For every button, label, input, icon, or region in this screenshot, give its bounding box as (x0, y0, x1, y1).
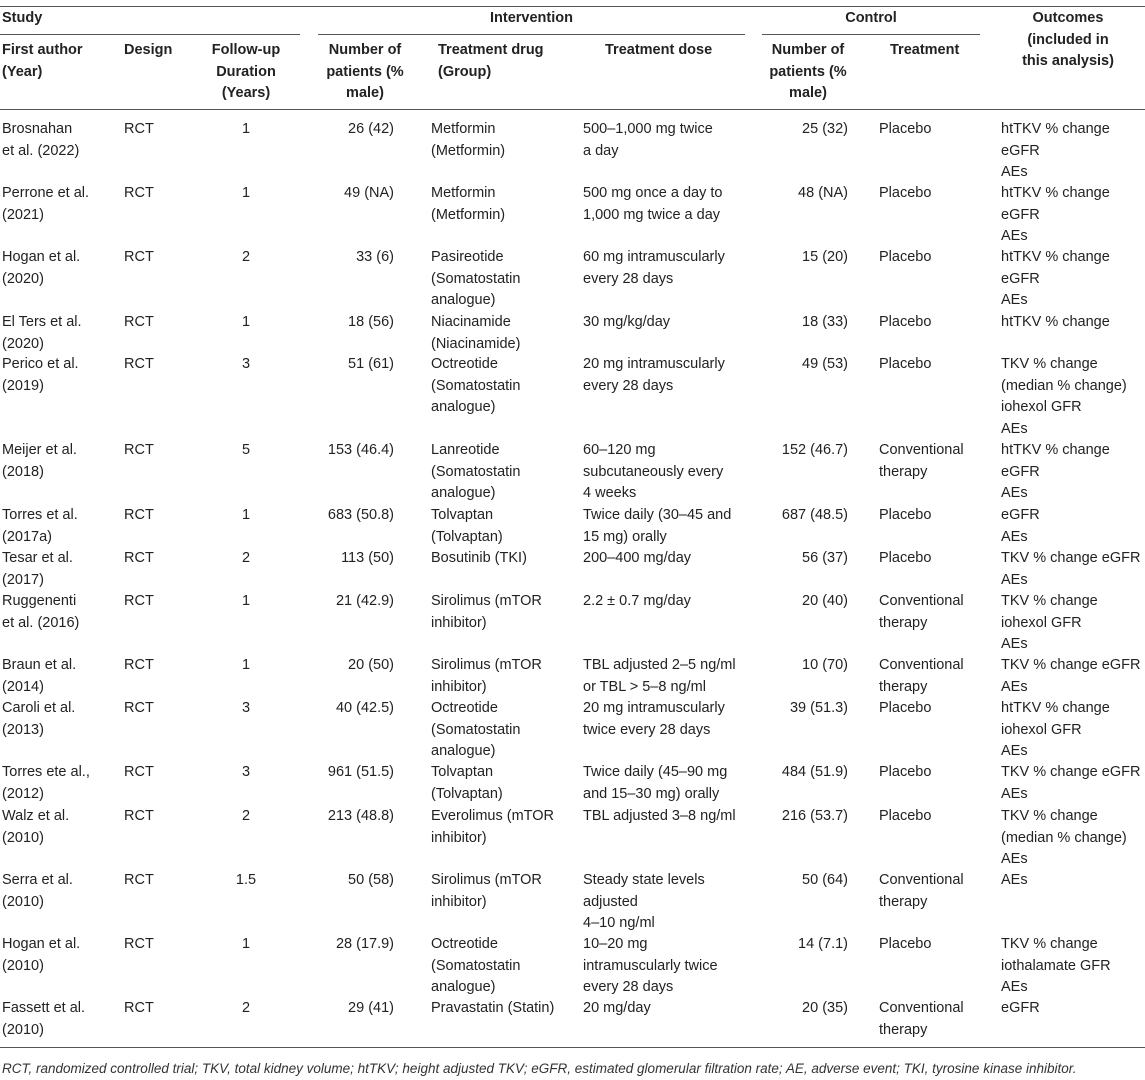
cell-dose: 200–400 mg/day (583, 550, 692, 566)
cell-drug: Sirolimus (mTOR inhibitor) (431, 657, 542, 695)
header-study: Study (2, 10, 43, 26)
cell-dose: TBL adjusted 3–8 ng/ml (583, 808, 736, 824)
cell-ctl-treatment: Conventional therapy (879, 1000, 964, 1038)
cell-followup: 1.5 (235, 872, 257, 888)
cell-ctl-patients: 216 (53.7) (781, 808, 848, 824)
cell-ctl-treatment: Placebo (879, 314, 932, 330)
cell-design: RCT (124, 764, 154, 780)
cell-drug: Octreotide (Somatostatin analogue) (431, 356, 521, 415)
cell-author: Caroli et al. (2013) (2, 700, 76, 738)
cell-outcomes: eGFR (1001, 1000, 1040, 1016)
cell-ctl-treatment: Placebo (879, 764, 932, 780)
cell-followup: 1 (241, 936, 251, 952)
cell-int-patients: 20 (50) (348, 657, 394, 673)
cell-ctl-treatment: Placebo (879, 356, 932, 372)
cell-drug: Niacinamide (Niacinamide) (431, 314, 521, 352)
cell-drug: Octreotide (Somatostatin analogue) (431, 700, 521, 759)
cell-followup: 2 (241, 1000, 251, 1016)
cell-int-patients: 961 (51.5) (327, 764, 394, 780)
cell-outcomes: TKV % change iohexol GFR AEs (1001, 593, 1098, 652)
cell-outcomes: TKV % change eGFR AEs (1001, 550, 1141, 588)
header-bottom-rule (0, 109, 1145, 110)
cell-int-patients: 40 (42.5) (335, 700, 394, 716)
cell-author: Perico et al. (2019) (2, 356, 79, 394)
cell-author: Meijer et al. (2018) (2, 442, 77, 480)
cell-author: Fassett et al. (2010) (2, 1000, 86, 1038)
cell-drug: Sirolimus (mTOR inhibitor) (431, 872, 542, 910)
cell-outcomes: TKV % change eGFR AEs (1001, 657, 1141, 695)
cell-dose: 500 mg once a day to 1,000 mg twice a day (583, 185, 723, 223)
cell-outcomes: htTKV % change eGFR AEs (1001, 185, 1110, 244)
cell-int-patients: 29 (41) (348, 1000, 394, 1016)
cell-followup: 5 (241, 442, 251, 458)
cell-outcomes: TKV % change eGFR AEs (1001, 764, 1141, 802)
cell-ctl-treatment: Conventional therapy (879, 442, 964, 480)
cell-design: RCT (124, 808, 154, 824)
cell-followup: 1 (241, 314, 251, 330)
cell-followup: 2 (241, 808, 251, 824)
cell-dose: 20 mg intramuscularly every 28 days (583, 356, 725, 394)
cell-ctl-patients: 15 (20) (802, 249, 848, 265)
cell-ctl-patients: 50 (64) (802, 872, 848, 888)
cell-design: RCT (124, 356, 154, 372)
cell-design: RCT (124, 442, 154, 458)
cell-outcomes: htTKV % change eGFR AEs (1001, 442, 1110, 501)
cell-followup: 1 (241, 121, 251, 137)
cell-design: RCT (124, 872, 154, 888)
cell-design: RCT (124, 249, 154, 265)
cell-int-patients: 213 (48.8) (327, 808, 394, 824)
cell-int-patients: 50 (58) (348, 872, 394, 888)
col-first-author: First author (Year) (2, 42, 83, 80)
cell-author: Tesar et al. (2017) (2, 550, 73, 588)
cell-int-patients: 33 (6) (356, 249, 394, 265)
cell-dose: 60 mg intramuscularly every 28 days (583, 249, 725, 287)
cell-outcomes: htTKV % change eGFR AEs (1001, 249, 1110, 308)
cell-ctl-patients: 20 (40) (802, 593, 848, 609)
cell-outcomes: eGFR AEs (1001, 507, 1040, 545)
cell-int-patients: 28 (17.9) (335, 936, 394, 952)
cell-dose: 30 mg/kg/day (583, 314, 671, 330)
cell-author: Brosnahan et al. (2022) (2, 121, 80, 159)
cell-design: RCT (124, 700, 154, 716)
cell-author: Hogan et al. (2010) (2, 936, 81, 974)
cell-ctl-treatment: Placebo (879, 185, 932, 201)
cell-ctl-patients: 25 (32) (802, 121, 848, 137)
cell-ctl-patients: 49 (53) (802, 356, 848, 372)
cell-followup: 3 (241, 700, 251, 716)
cell-drug: Tolvaptan (Tolvaptan) (431, 507, 503, 545)
cell-author: Torres et al. (2017a) (2, 507, 78, 545)
cell-design: RCT (124, 507, 154, 523)
cell-int-patients: 26 (42) (348, 121, 394, 137)
control-rule (762, 34, 980, 35)
col-design: Design (124, 42, 173, 58)
cell-int-patients: 113 (50) (341, 550, 394, 566)
cell-drug: Pravastatin (Statin) (431, 1000, 555, 1016)
header-intervention: Intervention (490, 10, 573, 26)
cell-ctl-patients: 48 (NA) (798, 185, 848, 201)
cell-drug: Metformin (Metformin) (431, 121, 506, 159)
cell-outcomes: TKV % change iothalamate GFR AEs (1001, 936, 1111, 995)
col-followup: Follow-up Duration (Years) (211, 42, 281, 101)
cell-dose: 2.2 ± 0.7 mg/day (583, 593, 691, 609)
cell-followup: 1 (241, 507, 251, 523)
cell-drug: Sirolimus (mTOR inhibitor) (431, 593, 542, 631)
cell-dose: Steady state levels adjusted 4–10 ng/ml (583, 872, 705, 931)
footnote: RCT, randomized controlled trial; TKV, total kidney volume; htTKV; height adjusted TKV; eGFR, estimated glomerular filtration rate; AE, adverse event; TKI, tyrosine kinase inhibitor. (2, 1061, 1077, 1076)
cell-ctl-treatment: Placebo (879, 249, 932, 265)
cell-author: Torres ete al., (2012) (2, 764, 90, 802)
cell-design: RCT (124, 657, 154, 673)
cell-dose: 500–1,000 mg twice a day (583, 121, 713, 159)
cell-int-patients: 18 (56) (348, 314, 394, 330)
cell-dose: TBL adjusted 2–5 ng/ml or TBL > 5–8 ng/ml (583, 657, 736, 695)
cell-drug: Lanreotide (Somatostatin analogue) (431, 442, 521, 501)
cell-int-patients: 683 (50.8) (327, 507, 394, 523)
cell-dose: 20 mg intramuscularly twice every 28 days (583, 700, 725, 738)
cell-dose: 20 mg/day (583, 1000, 651, 1016)
cell-outcomes: TKV % change (median % change) iohexol GFR AEs (1001, 356, 1127, 437)
cell-outcomes: htTKV % change iohexol GFR AEs (1001, 700, 1110, 759)
cell-design: RCT (124, 314, 154, 330)
cell-ctl-patients: 14 (7.1) (798, 936, 848, 952)
col-int-patients: Number of patients (% male) (326, 42, 404, 101)
cell-dose: 10–20 mg intramuscularly twice every 28 days (583, 936, 718, 995)
cell-ctl-patients: 152 (46.7) (781, 442, 848, 458)
cell-ctl-treatment: Placebo (879, 507, 932, 523)
study-rule (0, 34, 300, 35)
cell-ctl-patients: 56 (37) (802, 550, 848, 566)
cell-author: Braun et al. (2014) (2, 657, 77, 695)
cell-design: RCT (124, 593, 154, 609)
top-rule (0, 6, 1145, 7)
cell-drug: Everolimus (mTOR inhibitor) (431, 808, 554, 846)
cell-ctl-treatment: Placebo (879, 121, 932, 137)
cell-followup: 1 (241, 593, 251, 609)
cell-outcomes: htTKV % change (1001, 314, 1110, 330)
cell-ctl-patients: 20 (35) (802, 1000, 848, 1016)
col-int-drug: Treatment drug (Group) (438, 42, 544, 80)
cell-ctl-treatment: Placebo (879, 936, 932, 952)
cell-drug: Octreotide (Somatostatin analogue) (431, 936, 521, 995)
cell-followup: 2 (241, 249, 251, 265)
col-int-dose: Treatment dose (605, 42, 713, 58)
cell-outcomes: htTKV % change eGFR AEs (1001, 121, 1110, 180)
cell-author: Serra et al. (2010) (2, 872, 73, 910)
cell-dose: 60–120 mg subcutaneously every 4 weeks (583, 442, 724, 501)
cell-drug: Bosutinib (TKI) (431, 550, 527, 566)
header-control: Control (845, 10, 897, 26)
cell-ctl-patients: 39 (51.3) (789, 700, 848, 716)
cell-ctl-patients: 18 (33) (802, 314, 848, 330)
cell-followup: 1 (241, 657, 251, 673)
cell-design: RCT (124, 1000, 154, 1016)
cell-int-patients: 49 (NA) (344, 185, 394, 201)
cell-outcomes: TKV % change (median % change) AEs (1001, 808, 1127, 867)
cell-int-patients: 153 (46.4) (327, 442, 394, 458)
cell-author: Ruggenenti et al. (2016) (2, 593, 80, 631)
cell-author: Walz et al. (2010) (2, 808, 70, 846)
cell-followup: 3 (241, 356, 251, 372)
cell-drug: Tolvaptan (Tolvaptan) (431, 764, 503, 802)
cell-author: Perrone et al. (2021) (2, 185, 90, 223)
cell-design: RCT (124, 121, 154, 137)
cell-author: El Ters et al. (2020) (2, 314, 82, 352)
cell-drug: Metformin (Metformin) (431, 185, 506, 223)
table-bottom-rule (0, 1047, 1145, 1048)
cell-dose: Twice daily (45–90 mg and 15–30 mg) orally (583, 764, 728, 802)
cell-ctl-treatment: Conventional therapy (879, 872, 964, 910)
cell-dose: Twice daily (30–45 and 15 mg) orally (583, 507, 732, 545)
cell-design: RCT (124, 550, 154, 566)
cell-ctl-patients: 687 (48.5) (781, 507, 848, 523)
cell-ctl-treatment: Conventional therapy (879, 593, 964, 631)
cell-int-patients: 21 (42.9) (335, 593, 394, 609)
cell-followup: 1 (241, 185, 251, 201)
header-outcomes: Outcomes (included in this analysis) (1022, 10, 1114, 69)
cell-author: Hogan et al. (2020) (2, 249, 81, 287)
cell-followup: 3 (241, 764, 251, 780)
cell-ctl-treatment: Placebo (879, 550, 932, 566)
col-ctl-patients: Number of patients (% male) (769, 42, 847, 101)
cell-drug: Pasireotide (Somatostatin analogue) (431, 249, 521, 308)
cell-outcomes: AEs (1001, 872, 1028, 888)
cell-ctl-treatment: Placebo (879, 700, 932, 716)
cell-ctl-patients: 10 (70) (802, 657, 848, 673)
cell-ctl-treatment: Placebo (879, 808, 932, 824)
cell-design: RCT (124, 185, 154, 201)
cell-design: RCT (124, 936, 154, 952)
cell-int-patients: 51 (61) (348, 356, 394, 372)
intervention-rule (318, 34, 745, 35)
cell-ctl-treatment: Conventional therapy (879, 657, 964, 695)
cell-ctl-patients: 484 (51.9) (781, 764, 848, 780)
col-ctl-treatment: Treatment (890, 42, 960, 58)
cell-followup: 2 (241, 550, 251, 566)
